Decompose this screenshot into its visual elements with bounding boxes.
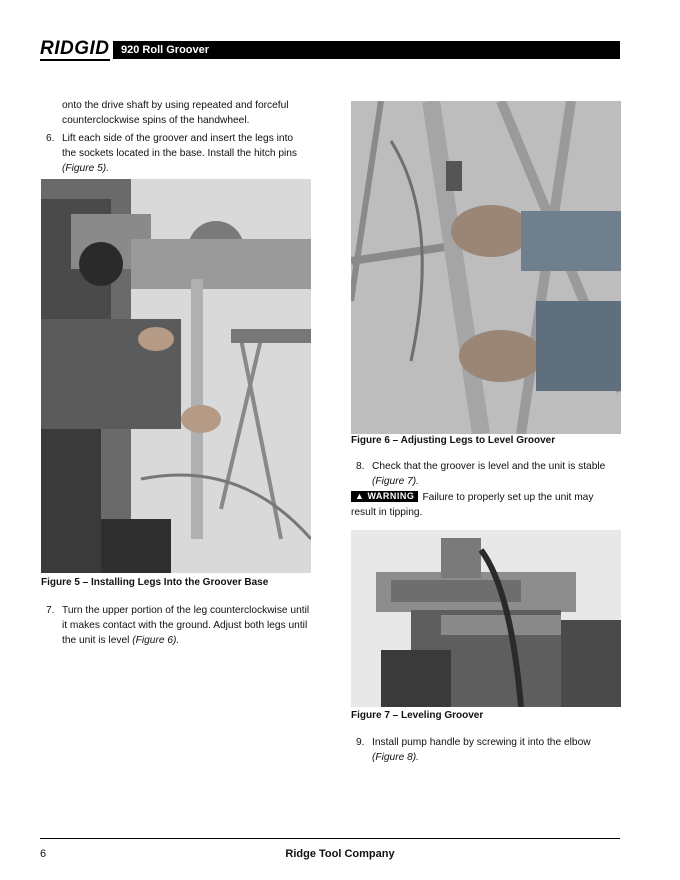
footer-company: Ridge Tool Company [285, 848, 395, 860]
warning-text: Failure to properly set up the unit may result in tipping. [351, 492, 594, 518]
figure-7-caption: Figure 7 – Leveling Groover [351, 710, 484, 721]
page-title: 920 Roll Groover [121, 44, 210, 56]
step-7 [46, 603, 310, 648]
step-8 [356, 459, 620, 489]
step-8-text: Check that the groover is level and the unit is stable [372, 461, 606, 472]
footer-divider [40, 838, 620, 839]
step-6 [46, 131, 310, 176]
step-7-figure-ref: (Figure 6). [132, 635, 180, 646]
warning-block [351, 490, 620, 520]
step-8-figure-ref: (Figure 7). [372, 476, 419, 487]
step-9-text: Install pump handle by screwing it into the elbow [372, 737, 591, 748]
step-7-text: Turn the upper portion of the leg counterclockwise until it makes contact with the ground. Adjust both legs until the unit is level [62, 605, 310, 646]
page-number: 6 [40, 848, 47, 860]
figure-7-photo [351, 530, 621, 707]
continued-paragraph: onto the drive shaft by using repeated and forceful counterclockwise spins of the handwheel. [62, 100, 289, 126]
warning-badge [351, 491, 418, 502]
step-9 [356, 735, 620, 765]
header-title-bar [113, 41, 620, 59]
step-6-number: 6. [46, 133, 55, 144]
step-9-figure-ref: (Figure 8). [372, 752, 419, 763]
step-6-figure-ref: (Figure 5). [62, 163, 109, 174]
figure-5-photo [41, 179, 311, 573]
ridgid-logo: RIDGID [40, 38, 110, 59]
warning-label: WARNING [367, 491, 415, 501]
figure-6-photo [351, 101, 621, 434]
figure-5-caption: Figure 5 – Installing Legs Into the Groover Base [41, 577, 269, 588]
figure-6-caption: Figure 6 – Adjusting Legs to Level Groover [351, 435, 556, 446]
step-6-text: Lift each side of the groover and insert the legs into the sockets located in the base. Install the hitch pins [62, 133, 298, 159]
step-7-number: 7. [46, 605, 55, 616]
step-8-number: 8. [356, 461, 365, 472]
warning-triangle-icon: ▲ [355, 491, 365, 501]
step-9-number: 9. [356, 737, 365, 748]
